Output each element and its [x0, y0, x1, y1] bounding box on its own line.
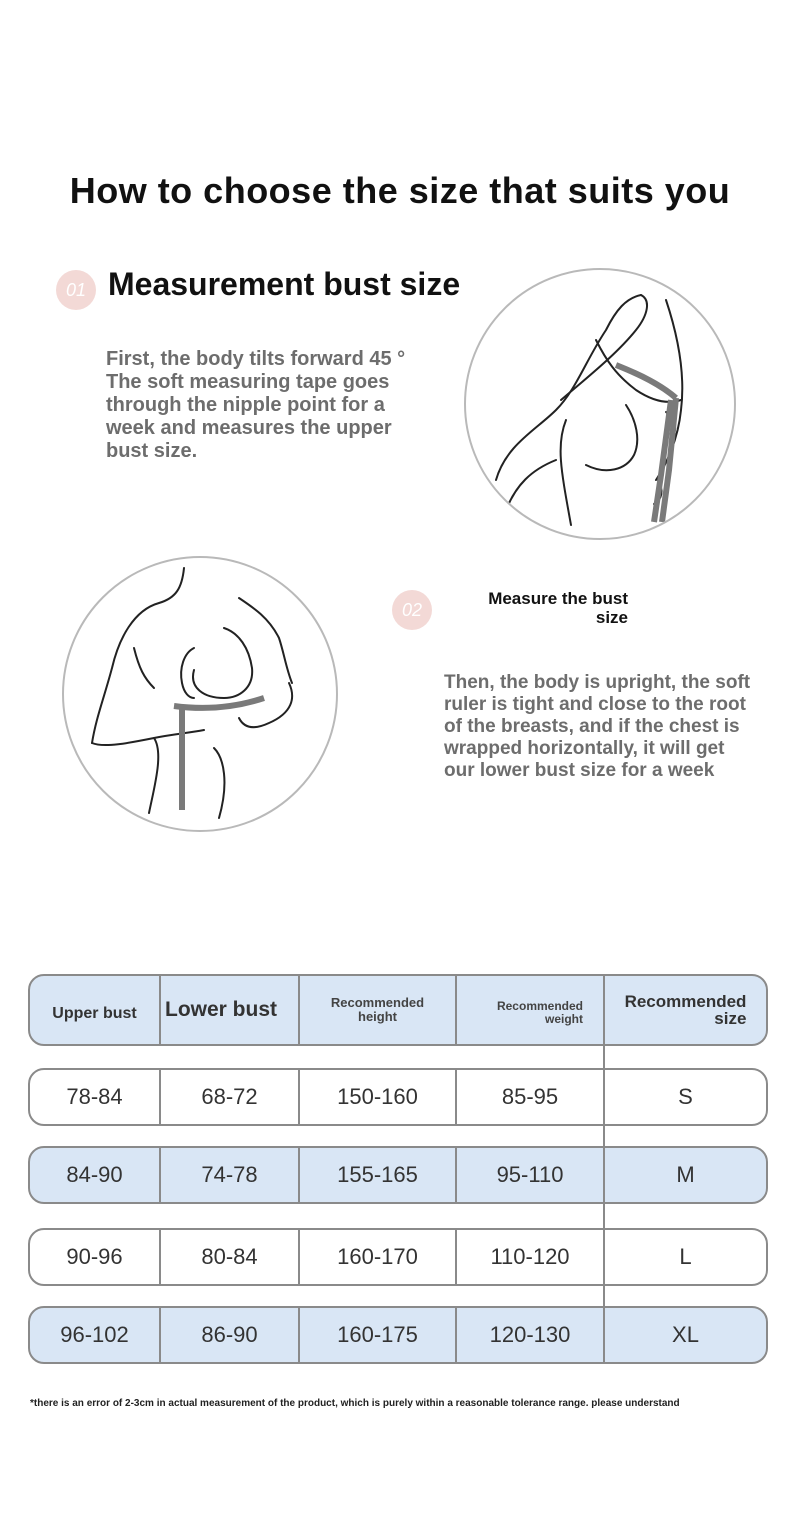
cell-size: L	[679, 1244, 692, 1269]
section2-heading-line: Measure the bust	[488, 589, 628, 608]
header-size-line: size	[714, 1009, 747, 1028]
header-recommended-size	[605, 976, 766, 1044]
cell-height: 160-175	[300, 1308, 457, 1362]
upper-bust-illustration	[464, 268, 736, 540]
table-row	[28, 1068, 768, 1126]
section2-line: of the breasts, and if the chest is	[444, 716, 740, 737]
table-row	[28, 1306, 768, 1364]
header-weight-text	[497, 1000, 583, 1026]
cell-lower-bust: 80-84	[161, 1230, 300, 1284]
cell-lower-bust: 74-78	[161, 1148, 300, 1202]
table-connector	[603, 1044, 605, 1068]
section1-line: week and measures the upper	[106, 417, 392, 439]
header-weight-line: Recommended	[496, 999, 583, 1013]
section2-heading	[440, 589, 628, 627]
cell-upper-bust: 84-90	[30, 1148, 161, 1202]
cell-weight: 95-110	[457, 1148, 605, 1202]
cell-size: S	[678, 1084, 693, 1109]
section2-line: wrapped horizontally, it will get	[444, 738, 725, 759]
cell-upper-bust: 90-96	[30, 1230, 161, 1284]
table-connector	[603, 1126, 605, 1146]
section2-heading-line: size	[595, 608, 628, 627]
cell-weight: 120-130	[457, 1308, 605, 1362]
header-lower-bust: Lower bust	[161, 976, 300, 1044]
section2-description	[444, 672, 784, 782]
header-recommended-weight	[457, 976, 605, 1044]
table-row	[28, 1146, 768, 1204]
size-table-header	[28, 974, 768, 1046]
cell-lower-bust: 86-90	[161, 1308, 300, 1362]
table-connector	[603, 1204, 605, 1228]
header-weight-line: weight	[545, 1012, 583, 1026]
step-01-badge: 01	[56, 270, 96, 310]
footnote: *there is an error of 2-3cm in actual measurement of the product, which is purely within a reasonable tolerance range. please understand	[30, 1398, 680, 1409]
section1-heading: Measurement bust size	[108, 266, 461, 302]
header-size-text	[625, 993, 747, 1027]
upper-bust-figure-icon	[466, 270, 734, 538]
cell-lower-bust: 68-72	[161, 1070, 300, 1124]
cell-height: 150-160	[300, 1070, 457, 1124]
section2-line: our lower bust size for a week	[444, 760, 715, 781]
header-upper-bust: Upper bust	[30, 976, 161, 1044]
cell-size: XL	[672, 1322, 699, 1347]
section1-line: bust size.	[106, 440, 198, 462]
section1-description	[106, 348, 456, 463]
cell-upper-bust: 96-102	[30, 1308, 161, 1362]
cell-weight: 85-95	[457, 1070, 605, 1124]
header-recommended-height	[300, 976, 457, 1044]
table-connector	[603, 1286, 605, 1306]
lower-bust-illustration	[62, 556, 338, 832]
section2-line: ruler is tight and close to the root	[444, 694, 746, 715]
cell-height: 160-170	[300, 1230, 457, 1284]
section1-line: through the nipple point for a	[106, 394, 385, 416]
section1-line: The soft measuring tape goes	[106, 371, 390, 393]
cell-weight: 110-120	[457, 1230, 605, 1284]
table-row	[28, 1228, 768, 1286]
page-title: How to choose the size that suits you	[69, 170, 731, 211]
step-02-badge: 02	[392, 590, 432, 630]
section1-line: First, the body tilts forward 45 °	[106, 348, 406, 370]
section2-line: Then, the body is upright, the soft	[444, 672, 751, 693]
lower-bust-figure-icon	[64, 558, 336, 830]
header-size-line: Recommended	[624, 992, 747, 1011]
cell-size: M	[676, 1162, 695, 1187]
cell-upper-bust: 78-84	[30, 1070, 161, 1124]
header-height-text: Recommended height	[330, 995, 425, 1024]
cell-height: 155-165	[300, 1148, 457, 1202]
